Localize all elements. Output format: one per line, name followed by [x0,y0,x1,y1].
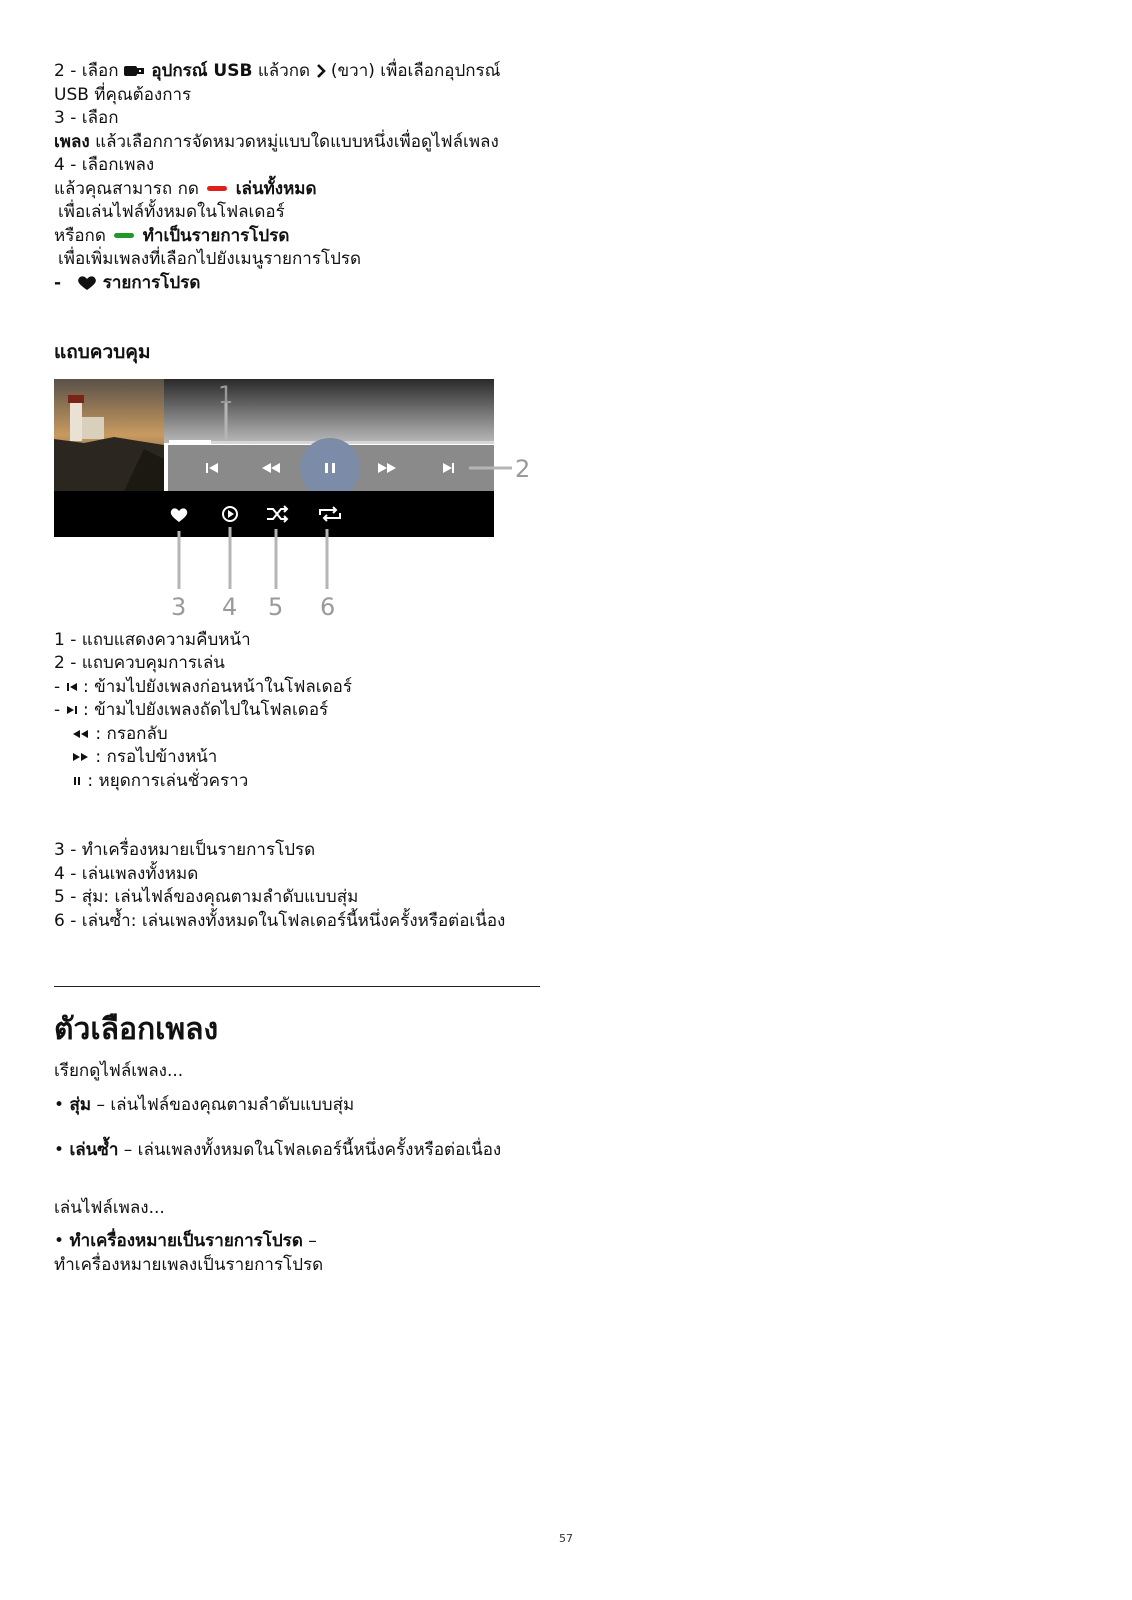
chevron-right-icon [316,64,326,78]
favorite-desc: เพื่อเพิ่มเพลงที่เลือกไปยังเมนูรายการโปรด [58,249,362,269]
skip-previous-icon [66,682,78,692]
skip-next-icon [66,705,78,715]
legend-previous [54,676,554,700]
album-thumbnail [54,379,164,491]
legend-next [54,699,554,723]
favorite-dash: – [308,1231,317,1251]
callout-2: 2 [515,454,531,483]
legend-next-dash: - [54,700,61,720]
green-key-icon [114,233,134,238]
option-favorite: • ทำเครื่องหมายเป็นรายการโปรด – [54,1231,317,1251]
pause-icon[interactable] [300,438,360,498]
browse-heading: เรียกดูไฟล์เพลง... [54,1061,184,1081]
favorite-option-desc: ทำเครื่องหมายเพลงเป็นรายการโปรด [54,1254,324,1275]
favorite-line [54,225,554,249]
info-area [164,379,494,443]
music-options [54,1060,574,1277]
step-2-line [54,60,554,84]
play-all-desc: เพื่อเล่นไฟล์ทั้งหมดในโฟลเดอร์ [58,202,285,222]
favorite-press: หรือกด [54,225,106,246]
shuffle-label: สุ่ม [69,1094,92,1115]
legend-next-text: : ข้ามไปยังเพลงถัดไปในโฟลเดอร์ [82,700,329,720]
step-2-usb: USB ที่คุณต้องการ [54,84,192,105]
legend-pause-text: : หยุดการเล่นชั่วคราว [87,770,249,791]
red-key-icon [207,186,227,191]
step-4-text: 4 - เลือกเพลง [54,155,155,175]
legend-item-4: 4 - เล่นเพลงทั้งหมด [54,863,199,884]
play-heading: เล่นไฟล์เพลง... [54,1197,165,1218]
callout-1: 1 [218,380,234,409]
usb-icon [124,65,146,77]
music-label: เพลง [54,131,90,152]
step-2-right: (ขวา) เพื่อเลือกอุปกรณ์ [330,61,501,81]
step-3-line [54,131,554,155]
mark-favorite-label: ทำเป็นรายการโปรด [142,225,290,246]
legend-previous-dash: - [54,676,61,697]
usb-device-label: อุปกรณ์ USB [151,61,253,81]
legend-pause [54,770,554,794]
play-all-press: แล้วคุณสามารถ กด [54,178,199,199]
favorites-dash: - [54,272,62,293]
legend-forward-text: : กรอไปข้างหน้า [95,747,218,767]
legend-item-2: 2 - แถบควบคุมการเล่น [54,653,225,673]
step-3-text: 3 - เลือก [54,108,119,128]
page-number: 57 [559,1532,573,1545]
control-bar-illustration [54,379,554,629]
section-divider [54,986,540,987]
callout-4: 4 [222,592,238,621]
repeat-label: เล่นซ้ำ [69,1140,119,1160]
bottom-action-bar [54,491,494,537]
step-3-desc: แล้วเลือกการจัดหมวดหมู่แบบใดแบบหนึ่งเพื่อดูไฟล์เพลง [95,131,499,152]
legend-item-1: 1 - แถบแสดงความคืบหน้า [54,629,251,650]
rewind-icon [72,729,90,739]
fast-forward-icon [72,752,90,762]
callout-3: 3 [171,592,187,621]
option-repeat: • เล่นซ้ำ – เล่นเพลงทั้งหมดในโฟลเดอร์นี้หนึ่งครั้งหรือต่อเนื่อง [54,1140,502,1160]
option-shuffle: • สุ่ม – เล่นไฟล์ของคุณตามลำดับแบบสุ่ม [54,1094,355,1115]
instructions [54,60,554,933]
legend-previous-text: : ข้ามไปยังเพลงก่อนหน้าในโฟลเดอร์ [82,676,352,697]
callout-5: 5 [268,592,284,621]
legend-rewind-text: : กรอกลับ [95,723,168,744]
legend-item-3: 3 - ทำเครื่องหมายเป็นรายการโปรด [54,840,316,860]
favorites-label: รายการโปรด [102,272,201,293]
legend-rewind [54,723,554,747]
play-all-line [54,178,554,202]
callout-6: 6 [320,592,336,621]
legend-item-6: 6 - เล่นซ้ำ: เล่นเพลงทั้งหมดในโฟลเดอร์นี้หนึ่งครั้งหรือต่อเนื่อง [54,910,506,931]
favorites-line [54,272,554,296]
control-bar-heading: แถบควบคุม [54,341,151,363]
play-all-label: เล่นทั้งหมด [235,178,317,199]
legend-forward [54,746,554,770]
repeat-desc: – เล่นเพลงทั้งหมดในโฟลเดอร์นี้หนึ่งครั้งหรือต่อเนื่อง [123,1140,502,1160]
step-2-press: แล้วกด [257,61,311,81]
heart-icon [77,275,97,291]
control-bar-figure [54,379,554,629]
legend-item-5: 5 - สุ่ม: เล่นไฟล์ของคุณตามลำดับแบบสุ่ม [54,887,359,907]
shuffle-desc: – เล่นไฟล์ของคุณตามลำดับแบบสุ่ม [96,1094,355,1115]
favorite-label: ทำเครื่องหมายเป็นรายการโปรด [69,1231,303,1251]
pause-icon [72,776,82,786]
section-title: ตัวเลือกเพลง [54,1012,219,1047]
step-2-text: 2 - เลือก [54,61,119,81]
